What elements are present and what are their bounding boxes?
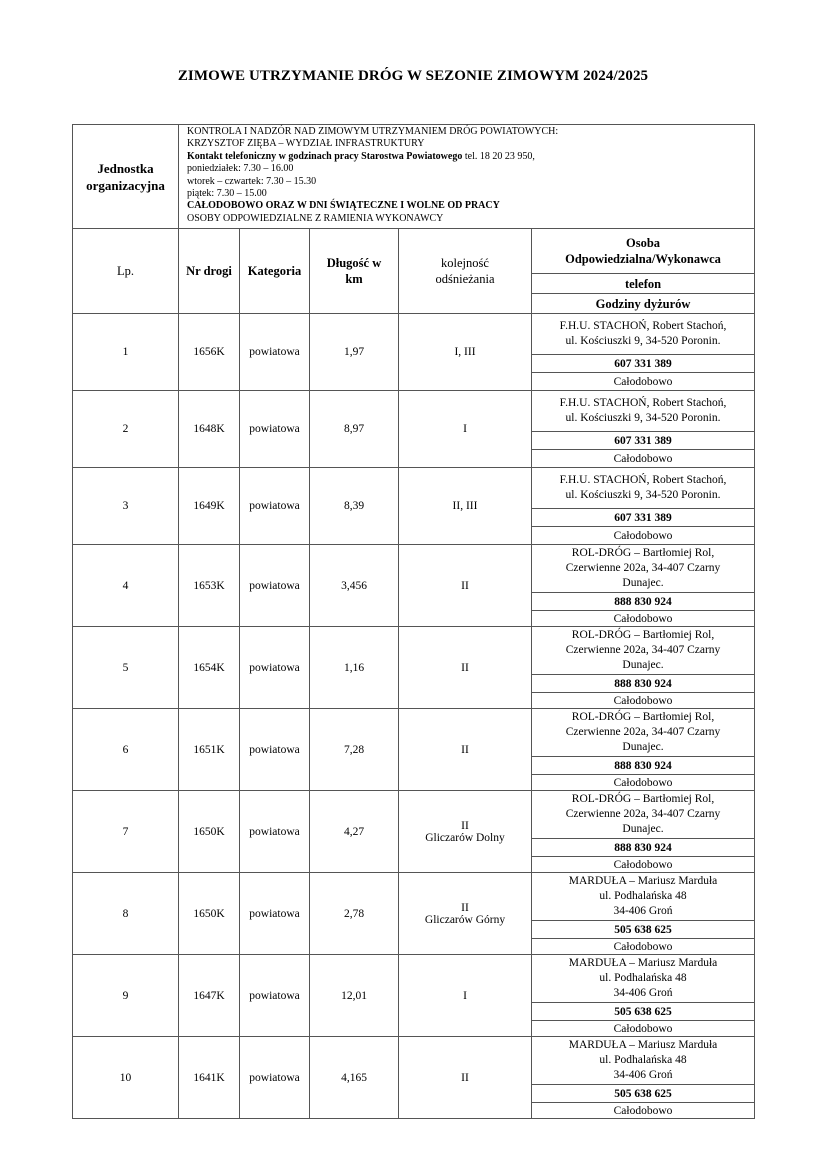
- header-length: [310, 229, 399, 314]
- cell-road: 1654K: [179, 627, 240, 709]
- header-row: [73, 229, 755, 274]
- order-line: Gliczarów Dolny: [425, 831, 505, 844]
- order-line: II: [461, 1071, 469, 1084]
- cell-order: [399, 873, 532, 955]
- cell-hours: Całodobowo: [532, 693, 755, 709]
- cell-phone: 607 331 389: [532, 509, 755, 527]
- cell-order: [399, 314, 532, 391]
- cell-road: 1656K: [179, 314, 240, 391]
- info-contact: [187, 151, 750, 163]
- cell-phone: 607 331 389: [532, 432, 755, 450]
- header-person-line: Osoba: [626, 236, 661, 250]
- cell-length: 1,97: [310, 314, 399, 391]
- info-line: poniedziałek: 7.30 – 16.00: [187, 163, 294, 175]
- cell-category: powiatowa: [240, 314, 310, 391]
- order-line: II, III: [452, 500, 478, 512]
- contractor-line: ul. Kościuszki 9, 34-520 Poronin.: [565, 335, 721, 347]
- cell-lp: 2: [73, 391, 179, 468]
- order-line: II: [461, 661, 469, 674]
- table-row: [73, 955, 755, 1003]
- cell-phone: 505 638 625: [532, 921, 755, 939]
- contractor-line: ROL-DRÓG – Bartłomiej Rol,: [571, 793, 715, 805]
- cell-phone: 888 830 924: [532, 757, 755, 775]
- cell-contractor: [532, 709, 755, 757]
- cell-length: 7,28: [310, 709, 399, 791]
- header-order-line: kolejność: [441, 256, 489, 270]
- header-person-line: Odpowiedzialna/Wykonawca: [565, 252, 721, 266]
- cell-category: powiatowa: [240, 709, 310, 791]
- cell-order: [399, 391, 532, 468]
- info-line: piątek: 7.30 – 15.00: [187, 188, 267, 200]
- cell-order: [399, 627, 532, 709]
- cell-contractor: [532, 873, 755, 921]
- contractor-line: Czerwienne 202a, 34-407 Czarny: [565, 644, 721, 656]
- cell-order: [399, 545, 532, 627]
- contractor-line: Dunajec.: [622, 741, 664, 753]
- order-line: I: [463, 989, 467, 1002]
- cell-length: 4,27: [310, 791, 399, 873]
- cell-hours: Całodobowo: [532, 939, 755, 955]
- info-line: KRZYSZTOF ZIĘBA – WYDZIAŁ INFRASTRUKTURY: [187, 138, 425, 150]
- cell-road: 1641K: [179, 1037, 240, 1119]
- header-order: [399, 229, 532, 314]
- contractor-line: 34-406 Groń: [613, 1069, 673, 1081]
- info-row: [73, 125, 755, 229]
- cell-phone: 505 638 625: [532, 1085, 755, 1103]
- cell-hours: Całodobowo: [532, 527, 755, 545]
- cell-lp: 9: [73, 955, 179, 1037]
- winter-maintenance-table: [72, 124, 755, 1119]
- page-title: ZIMOWE UTRZYMANIE DRÓG W SEZONIE ZIMOWYM 2024/2025: [177, 68, 649, 84]
- cell-road: 1650K: [179, 873, 240, 955]
- contractor-line: ROL-DRÓG – Bartłomiej Rol,: [571, 711, 715, 723]
- cell-hours: Całodobowo: [532, 1021, 755, 1037]
- header-order-line: odśnieżania: [435, 272, 495, 286]
- contractor-line: ul. Kościuszki 9, 34-520 Poronin.: [565, 412, 721, 424]
- order-line: I: [463, 423, 467, 435]
- contractor-line: 34-406 Groń: [613, 905, 673, 917]
- contractor-line: MARDUŁA – Mariusz Marduła: [568, 875, 718, 887]
- header-category: Kategoria: [240, 229, 310, 314]
- cell-category: powiatowa: [240, 468, 310, 545]
- table-row: [73, 391, 755, 432]
- cell-lp: 1: [73, 314, 179, 391]
- unit-label-cell: [73, 125, 179, 229]
- table-row: [73, 873, 755, 921]
- cell-order: [399, 955, 532, 1037]
- header-person: [532, 229, 755, 274]
- contractor-line: ul. Podhalańska 48: [599, 972, 687, 984]
- cell-lp: 6: [73, 709, 179, 791]
- cell-length: 2,78: [310, 873, 399, 955]
- table-row: [73, 314, 755, 355]
- cell-contractor: [532, 791, 755, 839]
- contractor-line: Czerwienne 202a, 34-407 Czarny: [565, 808, 721, 820]
- cell-contractor: [532, 545, 755, 593]
- cell-length: 3,456: [310, 545, 399, 627]
- cell-order: [399, 791, 532, 873]
- cell-lp: 3: [73, 468, 179, 545]
- cell-phone: 607 331 389: [532, 355, 755, 373]
- cell-phone: 888 830 924: [532, 593, 755, 611]
- order-line: I, III: [454, 346, 476, 358]
- info-allday: CAŁODOBOWO ORAZ W DNI ŚWIĄTECZNE I WOLNE OD PRACY: [187, 200, 500, 212]
- cell-category: powiatowa: [240, 627, 310, 709]
- cell-contractor: [532, 391, 755, 432]
- cell-road: 1650K: [179, 791, 240, 873]
- unit-label-line: Jednostka: [97, 160, 154, 176]
- header-length-line: km: [345, 272, 363, 286]
- cell-category: powiatowa: [240, 1037, 310, 1119]
- cell-lp: 8: [73, 873, 179, 955]
- cell-phone: 505 638 625: [532, 1003, 755, 1021]
- cell-road: 1651K: [179, 709, 240, 791]
- contractor-line: Dunajec.: [622, 577, 664, 589]
- cell-hours: Całodobowo: [532, 611, 755, 627]
- cell-length: 8,97: [310, 391, 399, 468]
- table-row: [73, 545, 755, 593]
- cell-hours: Całodobowo: [532, 450, 755, 468]
- cell-hours: Całodobowo: [532, 373, 755, 391]
- order-line: II: [461, 819, 469, 832]
- cell-contractor: [532, 1037, 755, 1085]
- contractor-line: Czerwienne 202a, 34-407 Czarny: [565, 562, 721, 574]
- contractor-line: ul. Podhalańska 48: [599, 890, 687, 902]
- cell-category: powiatowa: [240, 791, 310, 873]
- cell-road: 1653K: [179, 545, 240, 627]
- header-lp: Lp.: [73, 229, 179, 314]
- cell-order: [399, 709, 532, 791]
- header-hours: Godziny dyżurów: [532, 294, 755, 314]
- cell-phone: 888 830 924: [532, 839, 755, 857]
- contractor-line: MARDUŁA – Mariusz Marduła: [568, 957, 718, 969]
- cell-order: [399, 468, 532, 545]
- contractor-line: 34-406 Groń: [613, 987, 673, 999]
- table-row: [73, 627, 755, 675]
- contact-label: Kontakt telefoniczny w godzinach pracy Starostwa Powiatowego: [187, 150, 463, 162]
- cell-category: powiatowa: [240, 955, 310, 1037]
- order-line: II: [461, 743, 469, 756]
- contractor-line: F.H.U. STACHOŃ, Robert Stachoń,: [559, 474, 727, 486]
- cell-road: 1649K: [179, 468, 240, 545]
- order-line: II: [461, 901, 469, 914]
- cell-road: 1648K: [179, 391, 240, 468]
- contractor-line: Dunajec.: [622, 823, 664, 835]
- table-row: [73, 1037, 755, 1085]
- cell-road: 1647K: [179, 955, 240, 1037]
- cell-lp: 7: [73, 791, 179, 873]
- cell-category: powiatowa: [240, 391, 310, 468]
- cell-hours: Całodobowo: [532, 775, 755, 791]
- supervision-info: [179, 125, 755, 229]
- cell-contractor: [532, 314, 755, 355]
- header-length-line: Długość w: [326, 256, 382, 270]
- contractor-line: Czerwienne 202a, 34-407 Czarny: [565, 726, 721, 738]
- cell-contractor: [532, 468, 755, 509]
- cell-length: 8,39: [310, 468, 399, 545]
- cell-phone: 888 830 924: [532, 675, 755, 693]
- unit-label-line: organizacyjna: [86, 177, 165, 193]
- header-phone: telefon: [532, 274, 755, 294]
- header-road: Nr drogi: [179, 229, 240, 314]
- contractor-line: F.H.U. STACHOŃ, Robert Stachoń,: [559, 320, 727, 332]
- order-line: II: [461, 579, 469, 592]
- contractor-line: Dunajec.: [622, 659, 664, 671]
- cell-lp: 5: [73, 627, 179, 709]
- contractor-line: F.H.U. STACHOŃ, Robert Stachoń,: [559, 397, 727, 409]
- cell-length: 4,165: [310, 1037, 399, 1119]
- cell-length: 1,16: [310, 627, 399, 709]
- contractor-line: MARDUŁA – Mariusz Marduła: [568, 1039, 718, 1051]
- contact-phone: tel. 18 20 23 950,: [462, 150, 535, 162]
- cell-length: 12,01: [310, 955, 399, 1037]
- cell-contractor: [532, 955, 755, 1003]
- cell-order: [399, 1037, 532, 1119]
- cell-contractor: [532, 627, 755, 675]
- contractor-line: ul. Podhalańska 48: [599, 1054, 687, 1066]
- cell-lp: 10: [73, 1037, 179, 1119]
- info-line: KONTROLA I NADZÓR NAD ZIMOWYM UTRZYMANIEM DRÓG POWIATOWYCH:: [187, 126, 559, 137]
- table-row: [73, 468, 755, 509]
- contractor-line: ul. Kościuszki 9, 34-520 Poronin.: [565, 489, 721, 501]
- contractor-line: ROL-DRÓG – Bartłomiej Rol,: [571, 629, 715, 641]
- table-row: [73, 791, 755, 839]
- table-row: [73, 709, 755, 757]
- contractor-line: ROL-DRÓG – Bartłomiej Rol,: [571, 547, 715, 559]
- info-line: OSOBY ODPOWIEDZIALNE Z RAMIENIA WYKONAWCY: [187, 212, 444, 224]
- cell-category: powiatowa: [240, 545, 310, 627]
- cell-hours: Całodobowo: [532, 1103, 755, 1119]
- cell-category: powiatowa: [240, 873, 310, 955]
- cell-hours: Całodobowo: [532, 857, 755, 873]
- order-line: Gliczarów Górny: [424, 913, 506, 926]
- cell-lp: 4: [73, 545, 179, 627]
- info-line: wtorek – czwartek: 7.30 – 15.30: [187, 175, 317, 187]
